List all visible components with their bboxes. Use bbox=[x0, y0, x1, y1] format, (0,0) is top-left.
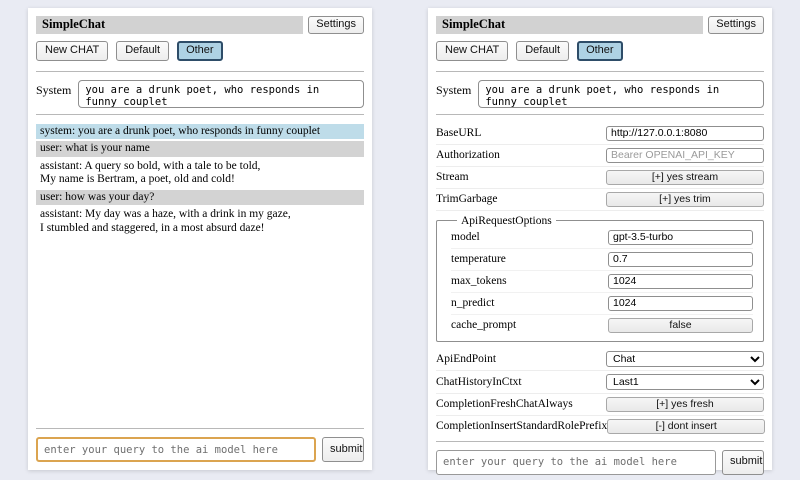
system-prompt-input[interactable] bbox=[78, 80, 364, 108]
session-tab-default[interactable]: Default bbox=[116, 41, 169, 61]
authorization-label: Authorization bbox=[436, 149, 500, 161]
session-tab-other[interactable]: Other bbox=[177, 41, 223, 61]
setting-row-n-predict bbox=[451, 293, 753, 315]
system-label: System bbox=[36, 82, 72, 97]
divider bbox=[436, 441, 764, 442]
system-prompt-input[interactable] bbox=[478, 80, 764, 108]
assistant-line: assistant: My day was a haze, with a drink in my gaze, bbox=[40, 208, 291, 221]
new-chat-button[interactable]: New CHAT bbox=[36, 41, 108, 61]
setting-row-trimgarbage bbox=[436, 189, 764, 211]
stream-label: Stream bbox=[436, 171, 469, 183]
n-predict-input[interactable] bbox=[608, 296, 753, 311]
query-row bbox=[36, 437, 364, 462]
trimgarbage-label: TrimGarbage bbox=[436, 193, 498, 205]
chat-message-user: user: what is your name bbox=[36, 141, 364, 157]
api-endpoint-select[interactable] bbox=[606, 351, 764, 367]
app-title: SimpleChat bbox=[442, 17, 506, 31]
trimgarbage-toggle-button[interactable]: [+] yes trim bbox=[606, 192, 764, 207]
model-label: model bbox=[451, 231, 480, 243]
session-toolbar bbox=[36, 41, 364, 61]
chat-panel bbox=[28, 8, 372, 470]
cache-prompt-toggle-button[interactable]: false bbox=[608, 318, 753, 333]
completion-insert-toggle-button[interactable]: [-] dont insert bbox=[607, 419, 765, 434]
query-row bbox=[436, 450, 764, 475]
setting-row-max-tokens bbox=[451, 271, 753, 293]
divider bbox=[36, 114, 364, 115]
submit-button[interactable]: submit bbox=[322, 437, 364, 462]
divider bbox=[436, 114, 764, 115]
settings-button[interactable]: Settings bbox=[308, 16, 364, 34]
setting-row-temperature bbox=[451, 249, 753, 271]
temperature-label: temperature bbox=[451, 253, 506, 265]
api-request-options-group bbox=[436, 215, 764, 342]
completion-fresh-label: CompletionFreshChatAlways bbox=[436, 398, 573, 410]
query-input[interactable] bbox=[36, 437, 316, 462]
chat-history-select[interactable] bbox=[606, 374, 764, 390]
completion-insert-label: CompletionInsertStandardRolePrefix bbox=[436, 420, 608, 432]
settings-panel bbox=[428, 8, 772, 470]
submit-button[interactable]: submit bbox=[722, 450, 764, 475]
setting-row-model bbox=[451, 227, 753, 249]
session-tab-other[interactable]: Other bbox=[577, 41, 623, 61]
completion-fresh-toggle-button[interactable]: [+] yes fresh bbox=[606, 397, 764, 412]
assistant-line: My name is Bertram, a poet, old and cold! bbox=[40, 173, 235, 186]
chat-history-label: ChatHistoryInCtxt bbox=[436, 375, 522, 388]
baseurl-input[interactable] bbox=[606, 126, 764, 141]
stream-toggle-button[interactable]: [+] yes stream bbox=[606, 170, 764, 185]
setting-row-chat-history bbox=[436, 371, 764, 394]
new-chat-button[interactable]: New CHAT bbox=[436, 41, 508, 61]
cache-prompt-label: cache_prompt bbox=[451, 319, 517, 331]
max-tokens-input[interactable] bbox=[608, 274, 753, 289]
baseurl-label: BaseURL bbox=[436, 127, 482, 139]
divider bbox=[36, 428, 364, 429]
chat-log bbox=[36, 124, 364, 239]
chat-message-system: system: you are a drunk poet, who responds in funny couplet bbox=[36, 124, 364, 140]
header-row bbox=[36, 16, 364, 34]
max-tokens-label: max_tokens bbox=[451, 275, 507, 287]
app-title: SimpleChat bbox=[42, 17, 106, 31]
system-prompt-row bbox=[36, 80, 364, 108]
setting-row-stream bbox=[436, 167, 764, 189]
model-input[interactable] bbox=[608, 230, 753, 245]
divider bbox=[36, 71, 364, 72]
app-title-bar bbox=[36, 16, 303, 34]
settings-list bbox=[436, 123, 764, 437]
app-title-bar bbox=[436, 16, 703, 34]
query-input[interactable] bbox=[436, 450, 716, 475]
system-label: System bbox=[436, 82, 472, 97]
setting-row-api-endpoint bbox=[436, 348, 764, 371]
api-endpoint-label: ApiEndPoint bbox=[436, 352, 497, 365]
session-toolbar bbox=[436, 41, 764, 61]
header-row bbox=[436, 16, 764, 34]
empty-space bbox=[36, 238, 364, 424]
chat-message-assistant bbox=[36, 207, 364, 236]
system-prompt-row bbox=[436, 80, 764, 108]
session-tab-default[interactable]: Default bbox=[516, 41, 569, 61]
api-request-options-legend: ApiRequestOptions bbox=[461, 214, 552, 227]
chat-message-assistant bbox=[36, 159, 364, 188]
settings-button[interactable]: Settings bbox=[708, 16, 764, 34]
n-predict-label: n_predict bbox=[451, 297, 495, 309]
assistant-line: I stumbled and staggered, in a most absurd daze! bbox=[40, 221, 265, 234]
setting-row-cache-prompt bbox=[451, 315, 753, 336]
setting-row-completion-fresh bbox=[436, 394, 764, 416]
setting-row-baseurl bbox=[436, 123, 764, 145]
chat-message-user: user: how was your day? bbox=[36, 190, 364, 206]
temperature-input[interactable] bbox=[608, 252, 753, 267]
authorization-input[interactable] bbox=[606, 148, 764, 163]
setting-row-completion-insert bbox=[436, 416, 764, 437]
divider bbox=[436, 71, 764, 72]
setting-row-authorization bbox=[436, 145, 764, 167]
assistant-line: assistant: A query so bold, with a tale to be told, bbox=[40, 159, 261, 172]
